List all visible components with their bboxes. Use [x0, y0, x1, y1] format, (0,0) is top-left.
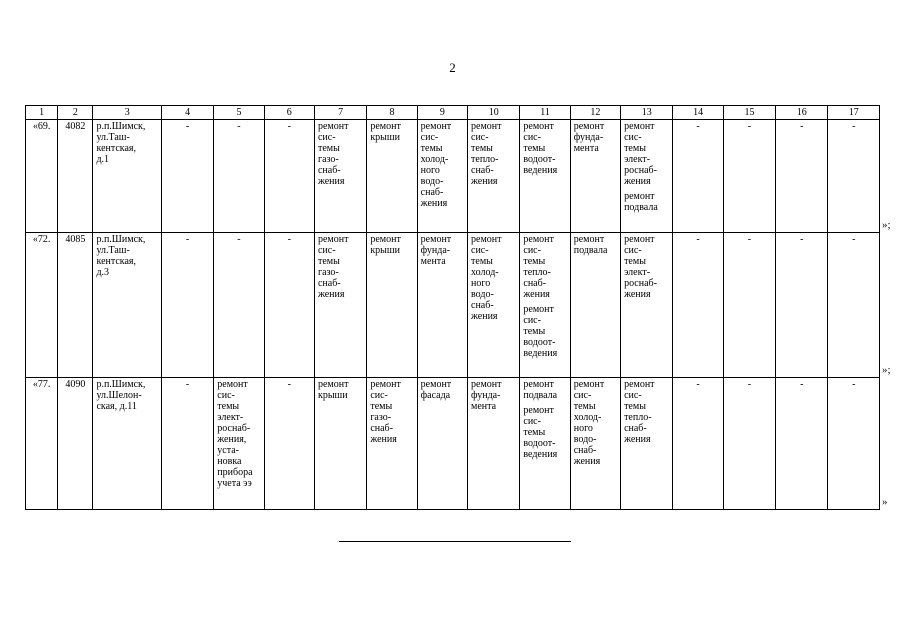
work-entry: ремонт подвала	[523, 379, 558, 401]
empty-dash: -	[185, 121, 190, 132]
work-cell-col-14	[673, 233, 723, 378]
column-header-17: 17	[828, 106, 880, 120]
work-cell-col-9	[417, 378, 467, 510]
empty-dash: -	[287, 234, 291, 245]
work-cell-col-9	[417, 233, 467, 378]
work-cell-col-10	[468, 378, 520, 510]
work-entry: ремонт фунда- мента	[573, 121, 605, 154]
address-cell-text: р.п.Шимск, ул.Таш- кентская, д.3	[96, 234, 146, 278]
work-cell-col-4	[161, 233, 213, 378]
work-cell-col-7	[314, 233, 366, 378]
work-entry: ремонт сис- темы холод- ного водо- снаб- жения	[573, 379, 605, 467]
work-cell-col-6	[264, 120, 314, 233]
address-cell-text: р.п.Шимск, ул.Таш- кентская, д.1	[96, 121, 146, 165]
table-row	[26, 120, 880, 233]
table-row	[26, 233, 880, 378]
repair-schedule-table	[25, 105, 880, 510]
row-closing-mark: »;	[882, 363, 891, 376]
work-entry: ремонт сис- темы водоот- ведения	[523, 304, 558, 359]
column-header-9: 9	[417, 106, 467, 120]
work-cell-col-16	[776, 378, 828, 510]
empty-dash: -	[852, 234, 856, 245]
column-header-4: 4	[161, 106, 213, 120]
column-header-12: 12	[570, 106, 620, 120]
work-cell-col-14	[673, 378, 723, 510]
empty-dash: -	[800, 234, 804, 245]
column-header-11: 11	[520, 106, 570, 120]
column-header-3: 3	[93, 106, 161, 120]
empty-dash: -	[287, 121, 291, 132]
row-closing-mark: »;	[882, 218, 891, 231]
empty-dash: -	[696, 379, 700, 390]
work-entry: ремонт сис- темы тепло- снаб- жения	[523, 234, 554, 300]
work-entry: ремонт крыши	[370, 234, 401, 256]
column-header-14: 14	[673, 106, 723, 120]
work-cell-col-4	[161, 120, 213, 233]
work-cell-col-12	[570, 233, 620, 378]
work-entry: ремонт сис- темы холод- ного водо- снаб- жения	[471, 234, 502, 322]
work-cell-col-5	[214, 120, 264, 233]
work-cell-col-17	[828, 120, 880, 233]
empty-dash: -	[696, 121, 700, 132]
building-code-cell	[58, 120, 93, 233]
address-cell	[93, 120, 161, 233]
work-cell-col-13	[621, 120, 673, 233]
work-entry: ремонт фунда- мента	[471, 379, 502, 412]
work-entry: ремонт сис- темы газо- снаб- жения	[317, 234, 349, 300]
work-cell-col-6	[264, 378, 314, 510]
building-code-cell-text: 4085	[65, 234, 86, 245]
work-entry: ремонт сис- темы элект- роснаб- жения, уста- новка прибора учета ээ	[217, 379, 253, 489]
work-cell-col-17	[828, 378, 880, 510]
work-cell-col-11	[520, 120, 570, 233]
work-entry: ремонт сис- темы водоот- ведения	[523, 405, 558, 460]
work-entry: ремонт сис- темы газо- снаб- жения	[317, 121, 349, 187]
column-header-7: 7	[314, 106, 366, 120]
bottom-rule	[339, 541, 571, 542]
empty-dash: -	[185, 379, 190, 390]
row-number-cell-text: «69.	[32, 121, 51, 132]
work-cell-col-13	[621, 378, 673, 510]
work-cell-col-6	[264, 233, 314, 378]
work-cell-col-16	[776, 233, 828, 378]
work-cell-col-7	[314, 378, 366, 510]
empty-dash: -	[237, 121, 241, 132]
work-cell-col-14	[673, 120, 723, 233]
work-cell-col-16	[776, 120, 828, 233]
work-cell-col-8	[367, 378, 417, 510]
work-cell-col-15	[723, 233, 775, 378]
building-code-cell	[58, 378, 93, 510]
work-cell-col-13	[621, 233, 673, 378]
building-code-cell-text: 4082	[65, 121, 86, 132]
row-number-cell	[26, 378, 58, 510]
work-entry: ремонт сис- темы элект- роснаб- жения	[624, 234, 657, 300]
work-cell-col-9	[417, 120, 467, 233]
work-cell-col-15	[723, 120, 775, 233]
table-header-row	[26, 106, 880, 120]
work-cell-col-12	[570, 378, 620, 510]
work-cell-col-15	[723, 378, 775, 510]
row-number-cell-text: «72.	[32, 234, 51, 245]
work-cell-col-8	[367, 120, 417, 233]
page-number: 2	[449, 60, 456, 75]
work-cell-col-17	[828, 233, 880, 378]
work-entry: ремонт фунда- мента	[420, 234, 452, 267]
work-entry: ремонт крыши	[317, 379, 349, 401]
address-cell-text: р.п.Шимск, ул.Шелон- ская, д.11	[96, 379, 146, 412]
row-closing-mark: »	[882, 495, 888, 508]
work-cell-col-10	[468, 120, 520, 233]
column-header-6: 6	[264, 106, 314, 120]
column-header-10: 10	[468, 106, 520, 120]
column-header-16: 16	[776, 106, 828, 120]
column-header-2: 2	[58, 106, 93, 120]
address-cell	[93, 378, 161, 510]
work-cell-col-11	[520, 378, 570, 510]
empty-dash: -	[696, 234, 700, 245]
empty-dash: -	[852, 379, 856, 390]
work-cell-col-11	[520, 233, 570, 378]
empty-dash: -	[747, 121, 752, 132]
work-entry: ремонт крыши	[370, 121, 401, 143]
work-cell-col-8	[367, 233, 417, 378]
work-entry: ремонт фасада	[420, 379, 452, 401]
column-header-15: 15	[723, 106, 775, 120]
work-cell-col-7	[314, 120, 366, 233]
column-header-13: 13	[621, 106, 673, 120]
work-entry: ремонт сис- темы тепло- снаб- жения	[624, 379, 655, 445]
column-header-1: 1	[26, 106, 58, 120]
work-entry: ремонт сис- темы водоот- ведения	[523, 121, 558, 176]
address-cell	[93, 233, 161, 378]
work-entry: ремонт подвала	[573, 234, 608, 256]
empty-dash: -	[800, 121, 804, 132]
work-entry: ремонт сис- темы холод- ного водо- снаб- жения	[420, 121, 452, 209]
work-cell-col-5	[214, 233, 264, 378]
work-cell-col-4	[161, 378, 213, 510]
column-header-8: 8	[367, 106, 417, 120]
empty-dash: -	[237, 234, 241, 245]
row-number-cell-text: «77.	[32, 379, 51, 390]
work-entry: ремонт сис- темы элект- роснаб- жения	[624, 121, 657, 187]
empty-dash: -	[287, 379, 291, 390]
building-code-cell-text: 4090	[65, 379, 86, 390]
work-entry: ремонт подвала	[624, 191, 658, 213]
row-number-cell	[26, 120, 58, 233]
work-entry: ремонт сис- темы газо- снаб- жения	[370, 379, 401, 445]
row-number-cell	[26, 233, 58, 378]
empty-dash: -	[800, 379, 804, 390]
work-entry: ремонт сис- темы тепло- снаб- жения	[471, 121, 502, 187]
table-row	[26, 378, 880, 510]
empty-dash: -	[852, 121, 856, 132]
column-header-5: 5	[214, 106, 264, 120]
empty-dash: -	[747, 379, 752, 390]
building-code-cell	[58, 233, 93, 378]
empty-dash: -	[747, 234, 752, 245]
work-cell-col-10	[468, 233, 520, 378]
work-cell-col-5	[214, 378, 264, 510]
empty-dash: -	[185, 234, 190, 245]
work-cell-col-12	[570, 120, 620, 233]
